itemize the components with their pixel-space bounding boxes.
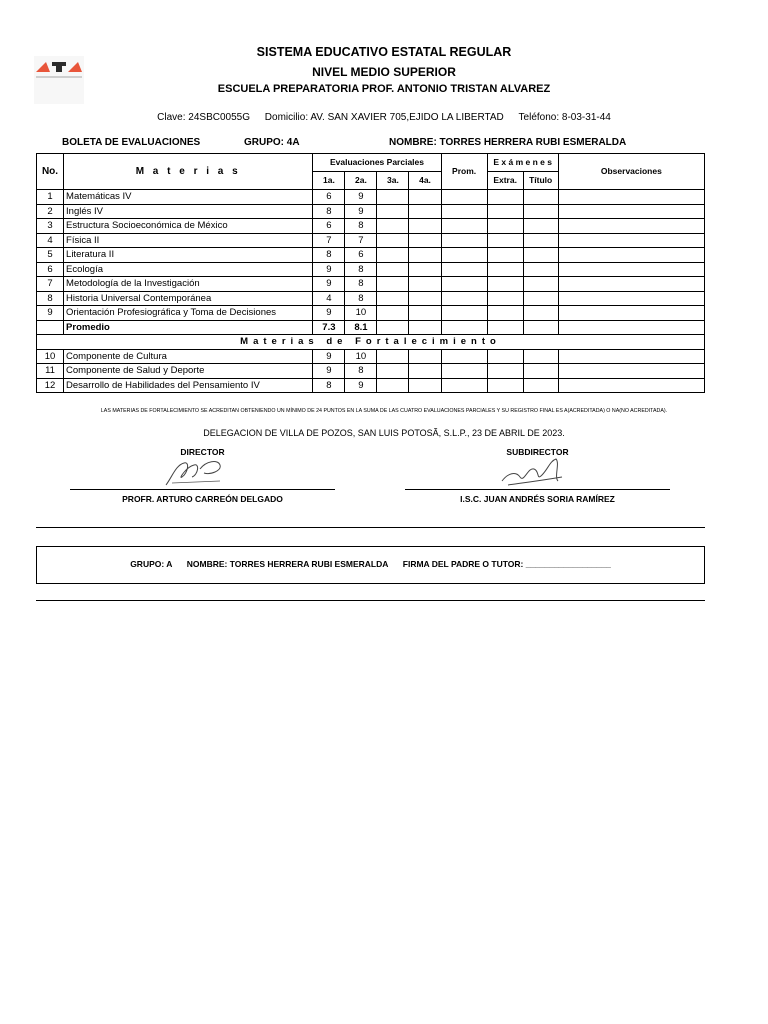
school-info: [0, 112, 768, 123]
table-row: 2 Inglés IV 8 9: [37, 204, 705, 219]
promedio-label: Promedio: [64, 320, 313, 335]
table-row: 5 Literatura II 8 6: [37, 248, 705, 263]
school-address: Domicilio: AV. SAN XAVIER 705,EJIDO LA LIBERTAD: [264, 112, 504, 123]
director-signature-line: [70, 489, 335, 490]
header-subtitle: NIVEL MEDIO SUPERIOR: [312, 65, 456, 79]
promedio-p2: 8.1: [345, 320, 377, 335]
director-name: PROFR. ARTURO CARREÓN DELGADO: [122, 494, 283, 504]
subdirector-signature-line: [405, 489, 670, 490]
table-row: 7 Metodología de la Investigación 9 8: [37, 277, 705, 292]
slip-firma: FIRMA DEL PADRE O TUTOR: __________________: [402, 559, 611, 569]
table-row: 9 Orientación Profesiográfica y Toma de Decisiones 9 10: [37, 306, 705, 321]
grades-table: [36, 153, 705, 393]
boleta-title: BOLETA DE EVALUACIONES: [62, 137, 201, 148]
director-signature: [160, 455, 240, 491]
director-role: DIRECTOR: [180, 447, 225, 457]
header-extra: Extra.: [487, 172, 523, 190]
header-materias: M a t e r i a s: [64, 154, 313, 190]
boleta-grupo: GRUPO: 4A: [244, 137, 300, 148]
promedio-p1: 7.3: [313, 320, 345, 335]
header-titulo: Título: [523, 172, 558, 190]
cut-line-top: [36, 527, 705, 528]
header-prom: Prom.: [441, 154, 487, 190]
school-phone: Teléfono: 8-03-31-44: [518, 112, 611, 123]
table-row: 10 Componente de Cultura 9 10: [37, 349, 705, 364]
header-parciales: Evaluaciones Parciales: [313, 154, 441, 172]
header-p3: 3a.: [377, 172, 409, 190]
table-row: 11 Componente de Salud y Deporte 9 8: [37, 364, 705, 379]
subdirector-role: SUBDIRECTOR: [506, 447, 569, 457]
return-slip-text: [36, 559, 705, 569]
header-p1: 1a.: [313, 172, 345, 190]
section-fortalecimiento: Materias de Fortalecimiento: [37, 335, 705, 350]
school-name: ESCUELA PREPARATORIA PROF. ANTONIO TRISTAN ALVAREZ: [217, 83, 551, 95]
place-date: DELEGACION DE VILLA DE POZOS, SAN LUIS POTOSÃ, S.L.P., 23 DE ABRIL DE 2023.: [203, 428, 565, 438]
table-row: 12 Desarrollo de Habilidades del Pensamiento IV 8 9: [37, 378, 705, 393]
header-no: No.: [37, 154, 64, 190]
slip-grupo: GRUPO: A: [130, 559, 173, 569]
header-title: SISTEMA EDUCATIVO ESTATAL REGULAR: [256, 45, 512, 59]
table-row: 4 Física II 7 7: [37, 233, 705, 248]
header-examenes: E x á m e n e s: [487, 154, 558, 172]
accreditation-note: LAS MATERIAS DE FORTALECIMIENTO SE ACREDITAN OBTENIENDO UN MÍNIMO DE 24 PUNTOS EN LA SUMA DE LAS CUATRO EVALUACIONES PARCIALES Y SU REGISTRO FINAL ES A(ACREDITADA) O NA(NO ACREDITADA).: [100, 408, 668, 414]
header-p2: 2a.: [345, 172, 377, 190]
boleta-nombre: NOMBRE: TORRES HERRERA RUBI ESMERALDA: [389, 137, 627, 148]
school-logo: [34, 56, 84, 104]
table-row: 6 Ecología 9 8: [37, 262, 705, 277]
table-row: 8 Historia Universal Contemporánea 4 8: [37, 291, 705, 306]
section-row: [37, 335, 705, 350]
subdirector-signature: [498, 455, 568, 491]
promedio-row: [37, 320, 705, 335]
cut-line-bottom: [36, 600, 705, 601]
slip-nombre: NOMBRE: TORRES HERRERA RUBI ESMERALDA: [186, 559, 389, 569]
header-p4: 4a.: [409, 172, 441, 190]
subdirector-name: I.S.C. JUAN ANDRÉS SORIA RAMÍREZ: [460, 494, 615, 504]
header-observaciones: Observaciones: [558, 154, 704, 190]
table-row: 1 Matemáticas IV 6 9: [37, 190, 705, 205]
table-row: 3 Estructura Socioeconómica de México 6 8: [37, 219, 705, 234]
school-clave: Clave: 24SBC0055G: [157, 112, 250, 123]
